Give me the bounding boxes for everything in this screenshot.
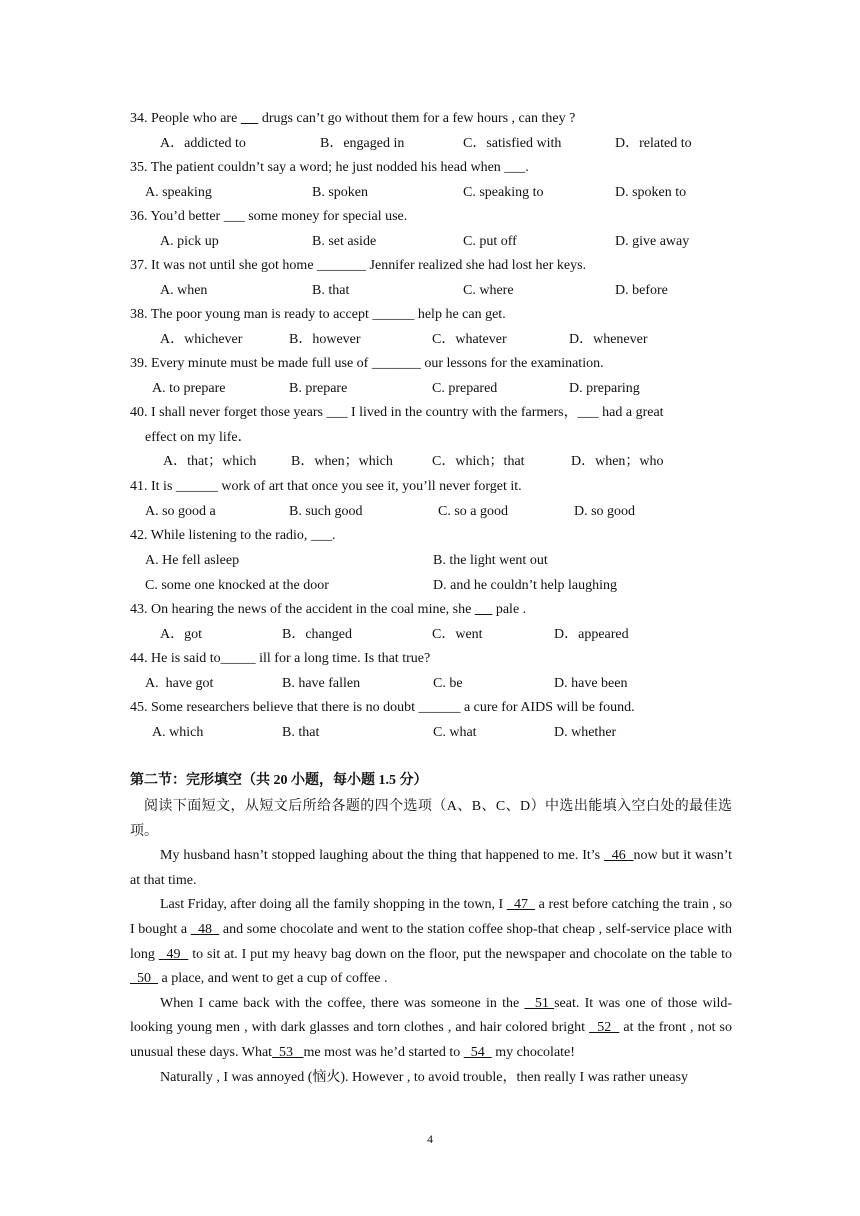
question-36-option-a: A. pick up — [160, 234, 219, 249]
blank-53: 53 — [272, 1044, 304, 1060]
answer-blank: ___ — [326, 405, 348, 420]
question-45-option-d: D. whether — [554, 725, 617, 740]
question-35-option-c: C. speaking to — [463, 185, 544, 200]
question-42-option-b: B. the light went out — [433, 553, 548, 568]
question-41-stem: 41. It is ______ work of art that once you see it, you’ll never forget it. — [130, 479, 522, 494]
question-43-stem: 43. On hearing the news of the accident in the coal mine, she pale . — [130, 602, 527, 617]
question-34-option-b: B．engaged in — [320, 136, 405, 151]
question-37-option-d: D. before — [615, 283, 668, 298]
question-40-stem-line2: effect on my life． — [145, 430, 252, 445]
question-44-stem: 44. He is said to_____ ill for a long time. Is that true? — [130, 651, 431, 666]
question-37-option-c: C. where — [463, 283, 514, 298]
question-40-stem: 40. I shall never forget those years ___ I lived in the country with the farmers，___ had a great — [130, 405, 664, 420]
question-37-stem: 37. It was not until she got home _______ Jennifer realized she had lost her keys. — [130, 258, 587, 273]
blank-50: 50 — [130, 971, 158, 987]
question-35-stem: 35. The patient couldn’t say a word; he just nodded his head when ___. — [130, 160, 529, 175]
question-39-option-c: C. prepared — [432, 381, 498, 396]
question-42-option-a: A. He fell asleep — [145, 553, 240, 568]
question-43-option-b: B．changed — [282, 627, 352, 642]
passage-paragraph-3: When I came back with the coffee, there was someone in the 51 seat. It was one of those wild-looking young men , with dark glasses and torn clothes , and hair colored bright 52 at the front , not so unusual these days. What 53 me most was he’d started to 54 my chocolate! — [130, 995, 733, 1060]
answer-blank — [241, 111, 259, 126]
passage-paragraph-2: Last Friday, after doing all the family shopping in the town, I 47 a rest before catching the train , so I bought a 48 and some chocolate and went to the station coffee shop-that cheap , self-service place with long 49 to sit at. I put my heavy bag down on the floor, put the newspaper and chocolate on the table to 50 a place, and went to get a cup of coffee . — [130, 897, 733, 987]
answer-blank: ______ — [418, 700, 461, 715]
question-38-option-a: A．whichever — [160, 332, 243, 347]
blank-52: 52 — [589, 1020, 620, 1036]
question-34-option-a: A．addicted to — [160, 136, 246, 151]
passage-paragraph-4: Naturally , I was annoyed (恼火). However , to avoid trouble，then really I was rather uneasy — [160, 1069, 688, 1085]
answer-blank: ______ — [372, 307, 415, 322]
question-38-option-d: D．whenever — [569, 332, 648, 347]
question-41-option-b: B. such good — [289, 504, 363, 519]
blank-49: 49 — [158, 946, 189, 962]
page-number: 4 — [427, 1132, 433, 1146]
passage-paragraph-1: My husband hasn’t stopped laughing about the thing that happened to me. It’s 46 now but it wasn’t at that time. — [130, 848, 733, 888]
blank-48: 48 — [190, 921, 220, 937]
answer-blank — [475, 602, 493, 617]
blank-46: 46 — [604, 848, 634, 864]
question-45-stem: 45. Some researchers believe that there is no doubt ______ a cure for AIDS will be found. — [130, 700, 635, 715]
question-35-option-b: B. spoken — [312, 185, 368, 200]
question-45-option-a: A. which — [152, 725, 204, 740]
blank-51: 51 — [524, 995, 555, 1011]
question-39-option-d: D. preparing — [569, 381, 640, 396]
question-41-option-d: D. so good — [574, 504, 636, 519]
answer-blank: ___ — [310, 528, 332, 543]
answer-blank: ______ — [175, 479, 218, 494]
question-34-option-c: C．satisfied with — [463, 136, 562, 151]
question-43-option-d: D．appeared — [554, 627, 629, 642]
question-40-option-d: D．when；who — [571, 454, 664, 469]
question-44-option-b: B. have fallen — [282, 676, 361, 691]
blank-47: 47 — [506, 897, 536, 913]
question-38-stem: 38. The poor young man is ready to accept ______ help he can get. — [130, 307, 506, 322]
question-42-stem: 42. While listening to the radio, ___. — [130, 528, 336, 543]
question-35-option-d: D. spoken to — [615, 185, 687, 200]
question-44-option-c: C. be — [433, 676, 463, 691]
question-45-option-c: C. what — [433, 725, 477, 740]
question-44-option-a: A. have got — [145, 676, 214, 691]
cloze-passage — [130, 795, 732, 1090]
instruction: 阅读下面短文，从短文后所给各题的四个选项（A、B、C、D）中选出能填入空白处的最佳选项。 — [130, 799, 732, 839]
question-45-option-b: B. that — [282, 725, 320, 740]
question-44-option-d: D. have been — [554, 676, 628, 691]
question-43-option-c: C．went — [432, 627, 483, 642]
answer-blank: _______ — [371, 356, 421, 371]
question-35-option-a: A. speaking — [145, 185, 212, 200]
question-42-option-c: C. some one knocked at the door — [145, 578, 329, 593]
question-34-stem: 34. People who are drugs can’t go without them for a few hours , can they ? — [130, 111, 576, 126]
question-37-option-b: B. that — [312, 283, 350, 298]
question-36-option-b: B. set aside — [312, 234, 377, 249]
question-41-option-c: C. so a good — [438, 504, 508, 519]
question-41-option-a: A. so good a — [145, 504, 216, 519]
answer-blank: _____ — [220, 651, 256, 666]
question-39-option-b: B. prepare — [289, 381, 348, 396]
answer-blank: ___ — [223, 209, 245, 224]
question-38-option-b: B．however — [289, 332, 361, 347]
blank-54: 54 — [463, 1044, 492, 1060]
question-36-option-c: C. put off — [463, 234, 517, 249]
question-43-option-a: A．got — [160, 627, 202, 642]
answer-blank: ___ — [504, 160, 526, 175]
question-36-stem: 36. You’d better ___ some money for special use. — [130, 209, 408, 224]
question-34-option-d: D．related to — [615, 136, 692, 151]
question-40-option-c: C．which；that — [432, 454, 525, 469]
question-39-option-a: A. to prepare — [152, 381, 226, 396]
question-36-option-d: D. give away — [615, 234, 690, 249]
section-title: 第二节：完形填空（共 20 小题，每小题 1.5 分） — [130, 773, 428, 788]
question-39-stem: 39. Every minute must be made full use of _______ our lessons for the examination. — [130, 356, 604, 371]
question-40-option-a: A．that；which — [163, 454, 257, 469]
question-37-option-a: A. when — [160, 283, 208, 298]
question-40-option-b: B．when；which — [291, 454, 393, 469]
answer-blank: _______ — [317, 258, 367, 273]
answer-blank: ___ — [577, 405, 599, 420]
question-42-option-d: D. and he couldn’t help laughing — [433, 578, 618, 593]
question-38-option-c: C．whatever — [432, 332, 507, 347]
